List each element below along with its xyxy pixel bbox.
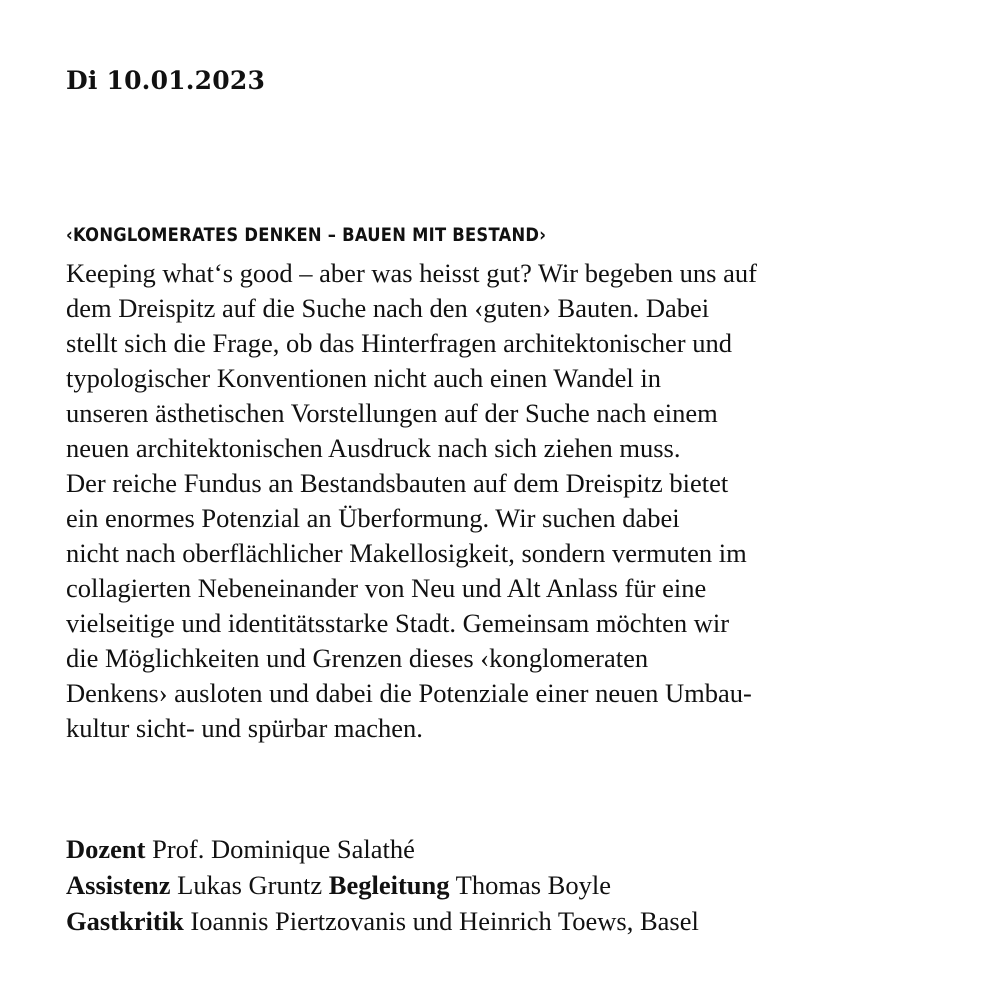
description-line: dem Dreispitz auf die Suche nach den ‹guten› Bauten. Dabei bbox=[66, 293, 710, 323]
description-line: die Möglichkeiten und Grenzen dieses ‹konglomeraten bbox=[66, 643, 649, 673]
dozent-label: Dozent bbox=[66, 834, 146, 864]
description-line: typologischer Konventionen nicht auch einen Wandel in bbox=[66, 363, 661, 393]
description-line: stellt sich die Frage, ob das Hinterfragen architektonischer und bbox=[66, 328, 732, 358]
credit-row-gastkritik bbox=[66, 903, 966, 939]
begleitung-name: Thomas Boyle bbox=[455, 870, 611, 900]
credit-row-assistenz bbox=[66, 867, 966, 903]
course-title: ‹KONGLOMERATES DENKEN – BAUEN MIT BESTAND› bbox=[66, 224, 547, 246]
credit-row-dozent bbox=[66, 831, 966, 867]
description-line: kultur sicht- und spürbar machen. bbox=[66, 713, 423, 743]
description-line: ein enormes Potenzial an Überformung. Wir suchen dabei bbox=[66, 503, 680, 533]
credits-block bbox=[66, 831, 966, 939]
date-label: Di 10.01.2023 bbox=[66, 66, 266, 95]
assistenz-name: Lukas Gruntz bbox=[177, 870, 323, 900]
dozent-name: Prof. Dominique Salathé bbox=[152, 834, 415, 864]
assistenz-label: Assistenz bbox=[66, 870, 171, 900]
description-line: unseren ästhetischen Vorstellungen auf der Suche nach einem bbox=[66, 398, 718, 428]
description-line: nicht nach oberflächlicher Makellosigkeit, sondern vermuten im bbox=[66, 538, 747, 568]
description-line: collagierten Nebeneinander von Neu und Alt Anlass für eine bbox=[66, 573, 707, 603]
gastkritik-label: Gastkritik bbox=[66, 906, 184, 936]
description-line: Keeping what‘s good – aber was heisst gut? Wir begeben uns auf bbox=[66, 258, 757, 288]
description-line: Denkens› ausloten und dabei die Potenziale einer neuen Umbau- bbox=[66, 678, 752, 708]
description-line: Der reiche Fundus an Bestandsbauten auf dem Dreispitz bietet bbox=[66, 468, 729, 498]
gastkritik-name: Ioannis Piertzovanis und Heinrich Toews, Basel bbox=[190, 906, 699, 936]
begleitung-label: Begleitung bbox=[328, 870, 450, 900]
description-line: neuen architektonischen Ausdruck nach sich ziehen muss. bbox=[66, 433, 681, 463]
description-line: vielseitige und identitätsstarke Stadt. Gemeinsam möchten wir bbox=[66, 608, 730, 638]
course-description bbox=[66, 256, 966, 746]
